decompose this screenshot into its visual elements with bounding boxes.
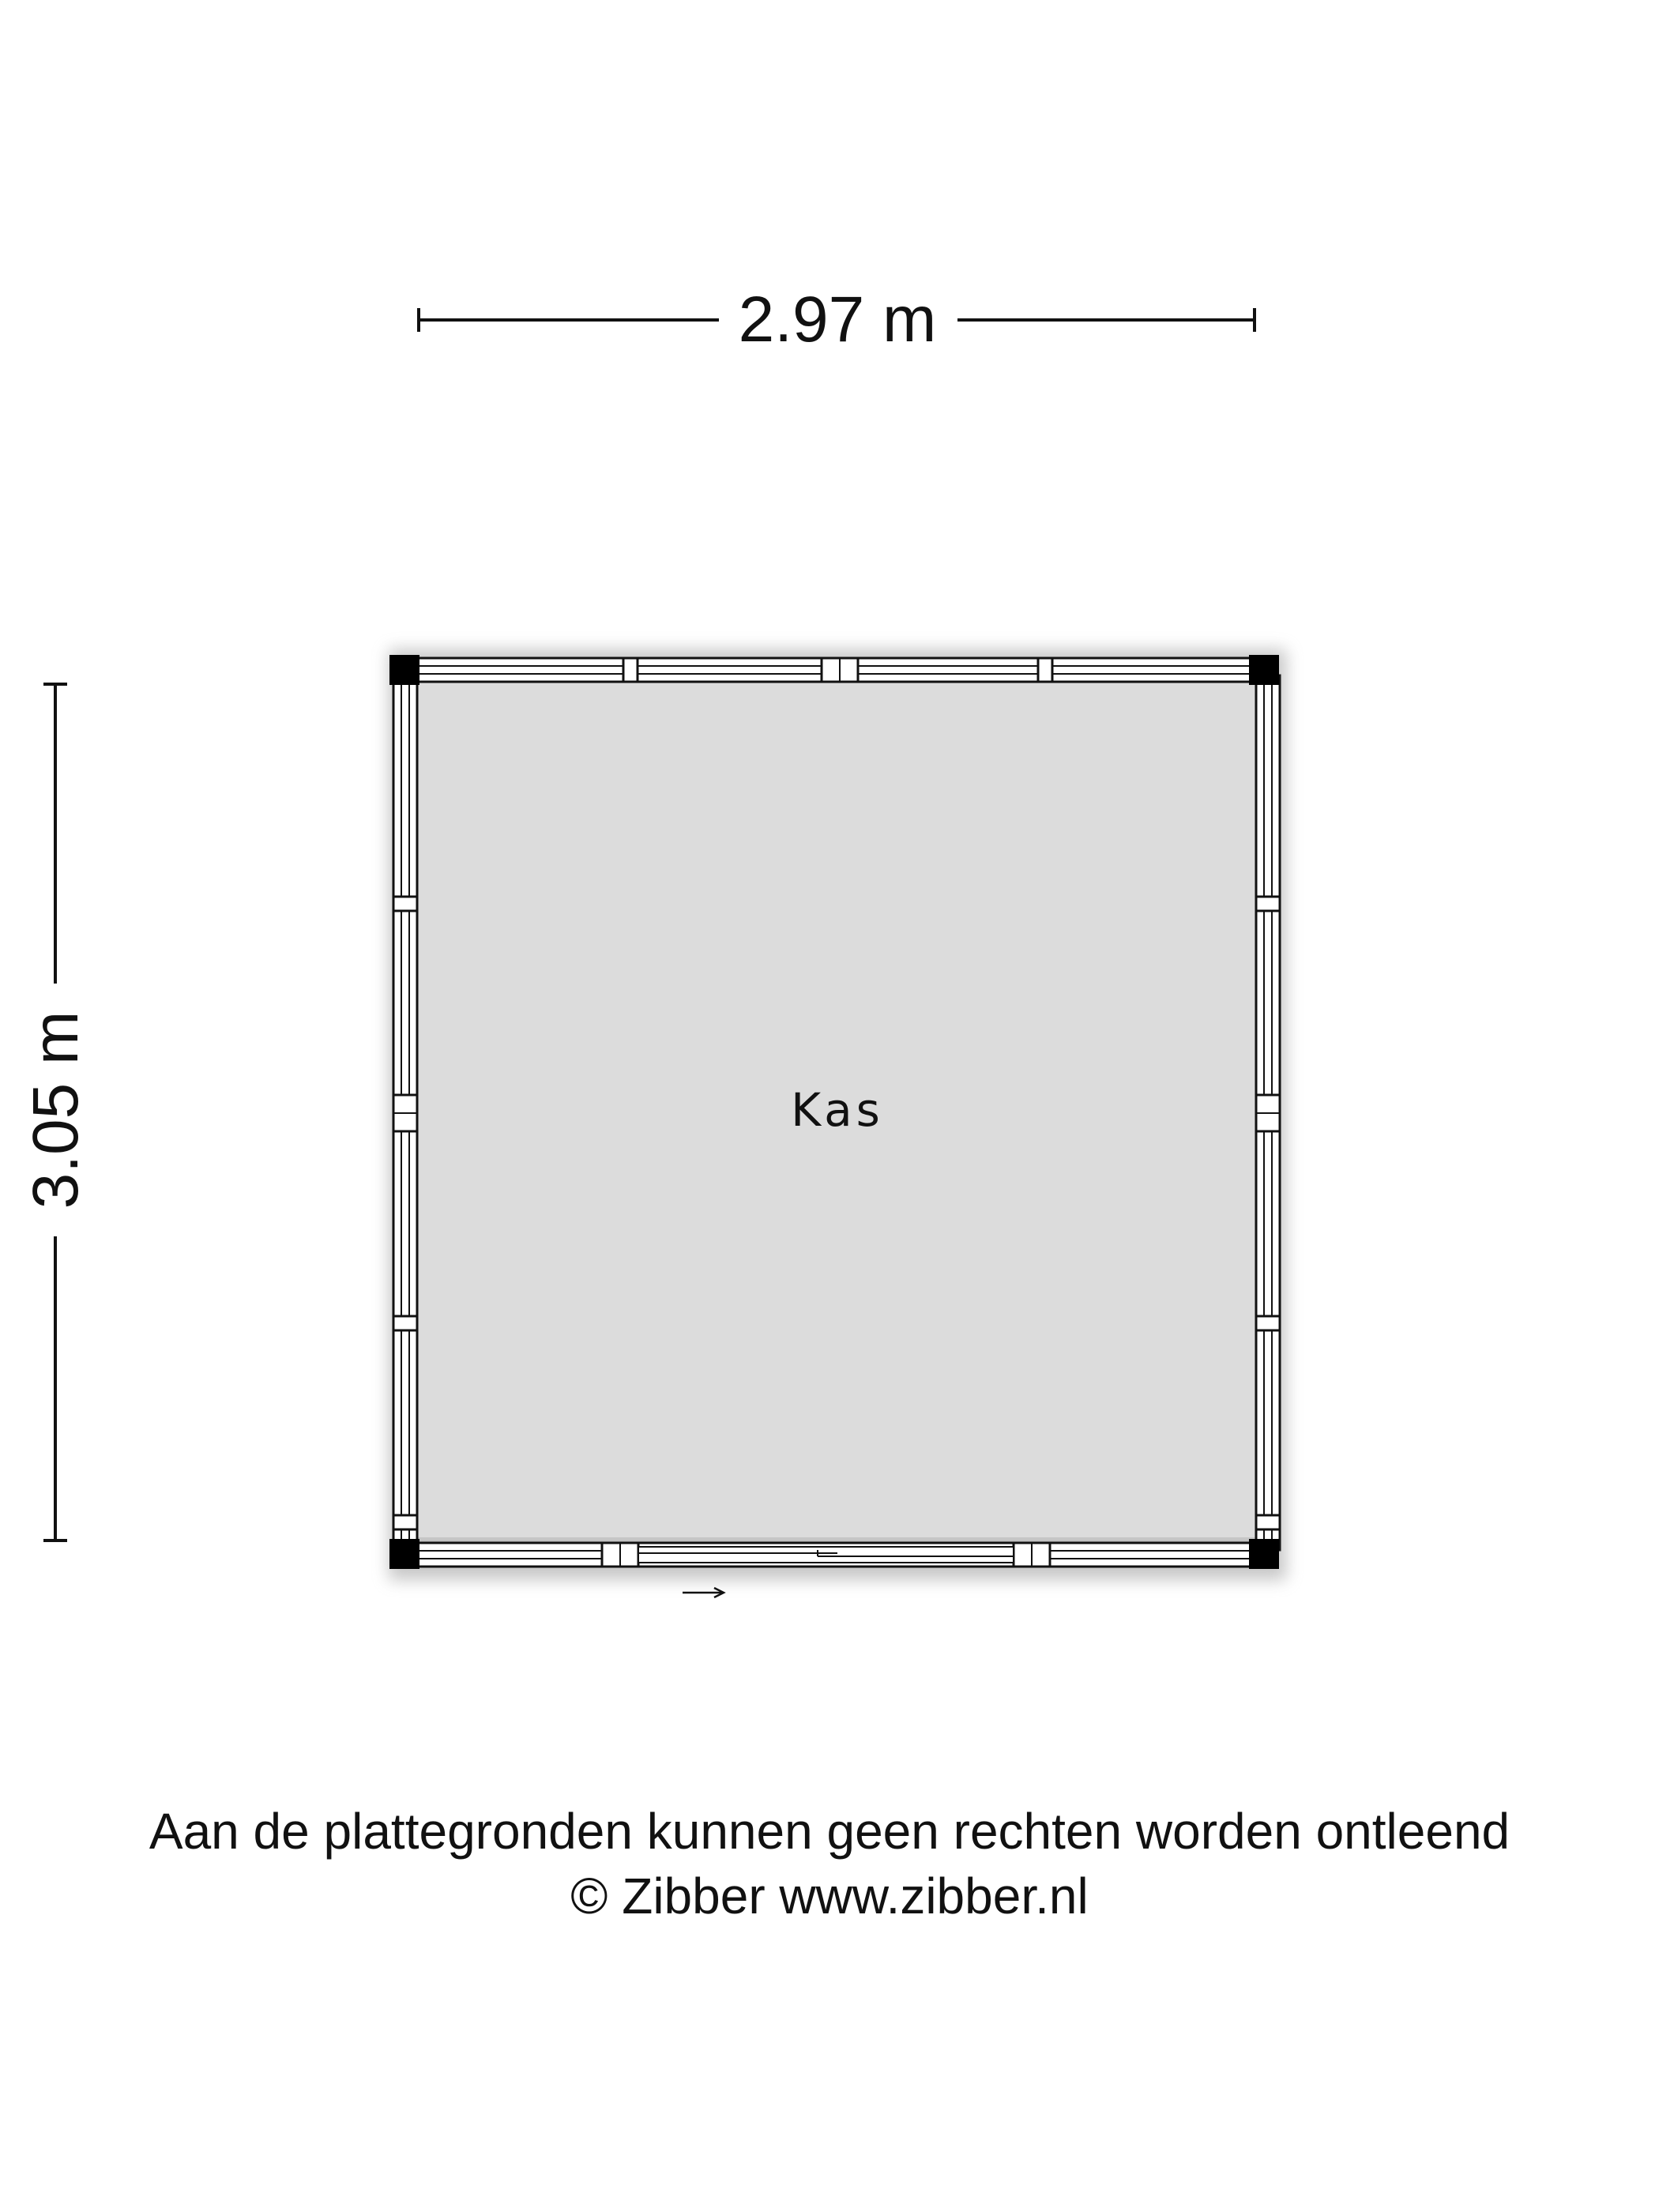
right-wall <box>1256 675 1280 1550</box>
height-dimension <box>20 684 92 1540</box>
corner-post-bottom-right <box>1249 1539 1279 1569</box>
footer-copyright: © Zibber www.zibber.nl <box>570 1868 1089 1924</box>
corner-post-top-right <box>1249 655 1279 685</box>
sliding-door <box>638 1547 1014 1563</box>
door-arrow-icon <box>683 1588 724 1597</box>
corner-post-bottom-left <box>389 1539 419 1569</box>
footer-disclaimer: Aan de plattegronden kunnen geen rechten worden ontleend <box>149 1803 1510 1860</box>
width-dimension <box>419 284 1255 356</box>
bottom-wall <box>399 1543 1262 1567</box>
width-dimension-label: 2.97 m <box>738 284 937 356</box>
corner-post-top-left <box>389 655 419 685</box>
height-dimension-label: 3.05 m <box>20 1010 92 1209</box>
left-wall <box>393 675 417 1550</box>
room-label: Kas <box>791 1083 884 1137</box>
top-wall <box>399 658 1262 682</box>
